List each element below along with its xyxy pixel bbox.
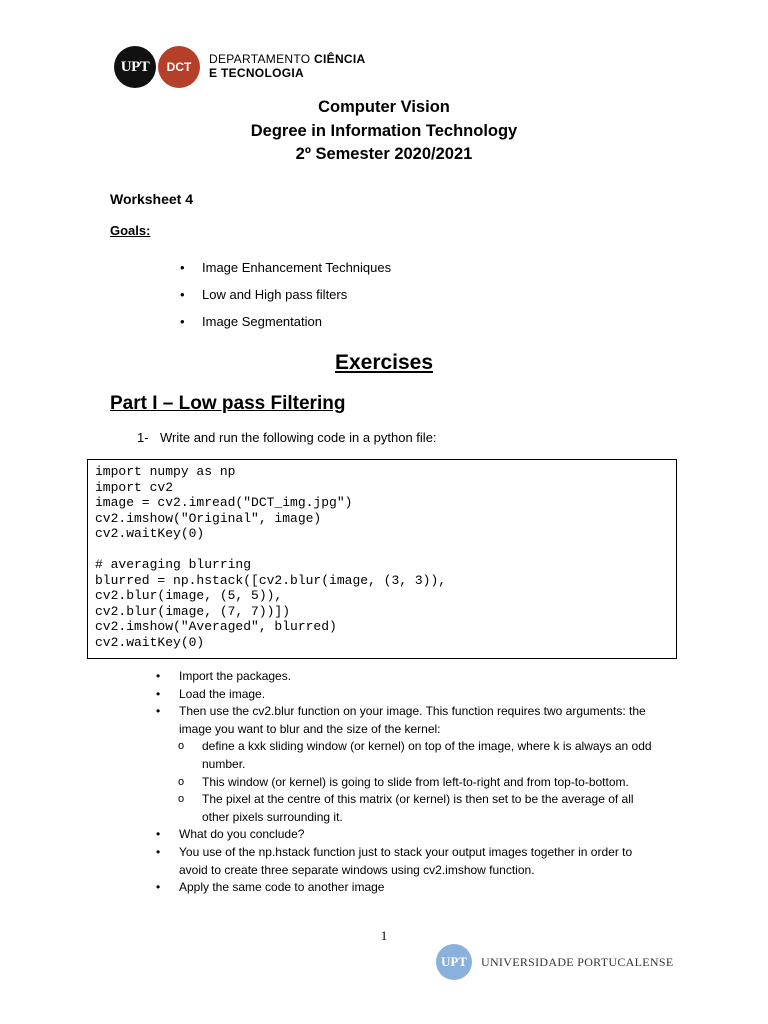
- code-line: [95, 542, 669, 558]
- dct-logo-text: DCT: [166, 60, 192, 74]
- step-number: 1-: [137, 430, 149, 445]
- sub-note-text: define a kxk sliding window (or kernel) on top of the image, where k is always an odd number.: [202, 739, 652, 771]
- semester-title: 2º Semester 2020/2021: [295, 145, 473, 163]
- upt-logo: [114, 46, 156, 88]
- note-item: [156, 844, 656, 879]
- document-titles: [0, 96, 768, 167]
- dept-word-departamento: DEPARTAMENTO: [209, 52, 311, 66]
- goal-text: Image Enhancement Techniques: [202, 260, 392, 275]
- note-text: Then use the cv2.blur function on your image. This function requires two arguments: the image you want to blur and the size of the kernel:: [179, 704, 646, 736]
- bullet-icon: •: [156, 827, 161, 842]
- code-line: cv2.blur(image, (7, 7))]): [95, 603, 291, 619]
- exercises-heading: Exercises: [334, 351, 434, 374]
- note-text: Apply the same code to another image: [179, 880, 385, 895]
- code-line: cv2.blur(image, (5, 5)),: [95, 588, 283, 603]
- note-item: [156, 703, 656, 738]
- code-block: [87, 459, 677, 659]
- footer-upt-logo: [436, 944, 472, 980]
- bullet-icon: •: [180, 287, 185, 302]
- footer-university-name: UNIVERSIDADE PORTUCALENSE: [481, 955, 674, 969]
- code-line: cv2.imshow("Averaged", blurred): [95, 619, 337, 634]
- code-line: cv2.waitKey(0): [95, 634, 205, 650]
- note-item: [156, 826, 656, 844]
- sub-note-item: [178, 774, 656, 792]
- page-number: 1: [380, 928, 388, 943]
- bullet-icon: •: [156, 844, 161, 859]
- bullet-icon: •: [180, 260, 185, 275]
- footer-logo-text: UPT: [441, 954, 467, 969]
- note-text: Import the packages.: [179, 669, 292, 683]
- note-text: You use of the np.hstack function just to stack your output images together in order to avoid to create three separate windows using cv2.imshow function.: [179, 844, 633, 877]
- worksheet-heading: Worksheet 4: [110, 191, 193, 207]
- dept-line-2: E TECNOLOGIA: [209, 66, 304, 80]
- bullet-icon: •: [180, 314, 185, 329]
- step-text: Write and run the following code in a python file:: [160, 430, 437, 445]
- note-item: [156, 686, 656, 704]
- note-item: [156, 668, 656, 686]
- bullet-icon: •: [156, 880, 161, 895]
- bullet-icon: •: [156, 669, 161, 683]
- code-line: blurred = np.hstack([cv2.blur(image, (3, 3)),: [95, 572, 447, 588]
- dct-logo: [158, 46, 200, 88]
- code-line: # averaging blurring: [95, 557, 252, 572]
- upt-logo-text: UPT: [120, 58, 150, 75]
- goals-label: Goals:: [110, 223, 151, 238]
- goals-list: [180, 259, 391, 340]
- bullet-icon: •: [156, 704, 161, 719]
- instructions-list: [156, 668, 656, 897]
- code-line: import cv2: [95, 479, 174, 495]
- sub-note-text: This window (or kernel) is going to slide from left-to-right and from top-to-bottom.: [202, 774, 629, 789]
- department-name: [209, 52, 365, 80]
- bullet-icon: •: [156, 686, 161, 701]
- code-line: image = cv2.imread("DCT_img.jpg"): [95, 495, 353, 510]
- step-1: [137, 430, 437, 445]
- code-line: cv2.imshow("Original", image): [95, 510, 322, 526]
- dept-word-ciencia: CIÊNCIA: [314, 52, 366, 66]
- goal-item: [180, 286, 391, 313]
- part-heading: Part I – Low pass Filtering: [110, 393, 346, 414]
- note-text: What do you conclude?: [179, 827, 305, 842]
- sub-note-item: [178, 791, 656, 826]
- code-line: import numpy as np: [95, 464, 236, 479]
- code-line: cv2.waitKey(0): [95, 526, 205, 541]
- note-item: [156, 879, 656, 897]
- goal-text: Image Segmentation: [202, 314, 322, 329]
- goal-item: [180, 313, 391, 340]
- sub-note-text: The pixel at the centre of this matrix (or kernel) is then set to be the average of all other pixels surrounding it.: [202, 792, 634, 824]
- circle-bullet-icon: o: [178, 740, 185, 753]
- circle-bullet-icon: o: [178, 775, 185, 788]
- degree-title: Degree in Information Technology: [250, 121, 518, 140]
- circle-bullet-icon: o: [178, 793, 185, 806]
- sub-note-item: [178, 738, 656, 773]
- course-title: Computer Vision: [318, 98, 450, 116]
- goal-item: [180, 259, 391, 286]
- note-text: Load the image.: [179, 686, 266, 701]
- goal-text: Low and High pass filters: [202, 287, 348, 302]
